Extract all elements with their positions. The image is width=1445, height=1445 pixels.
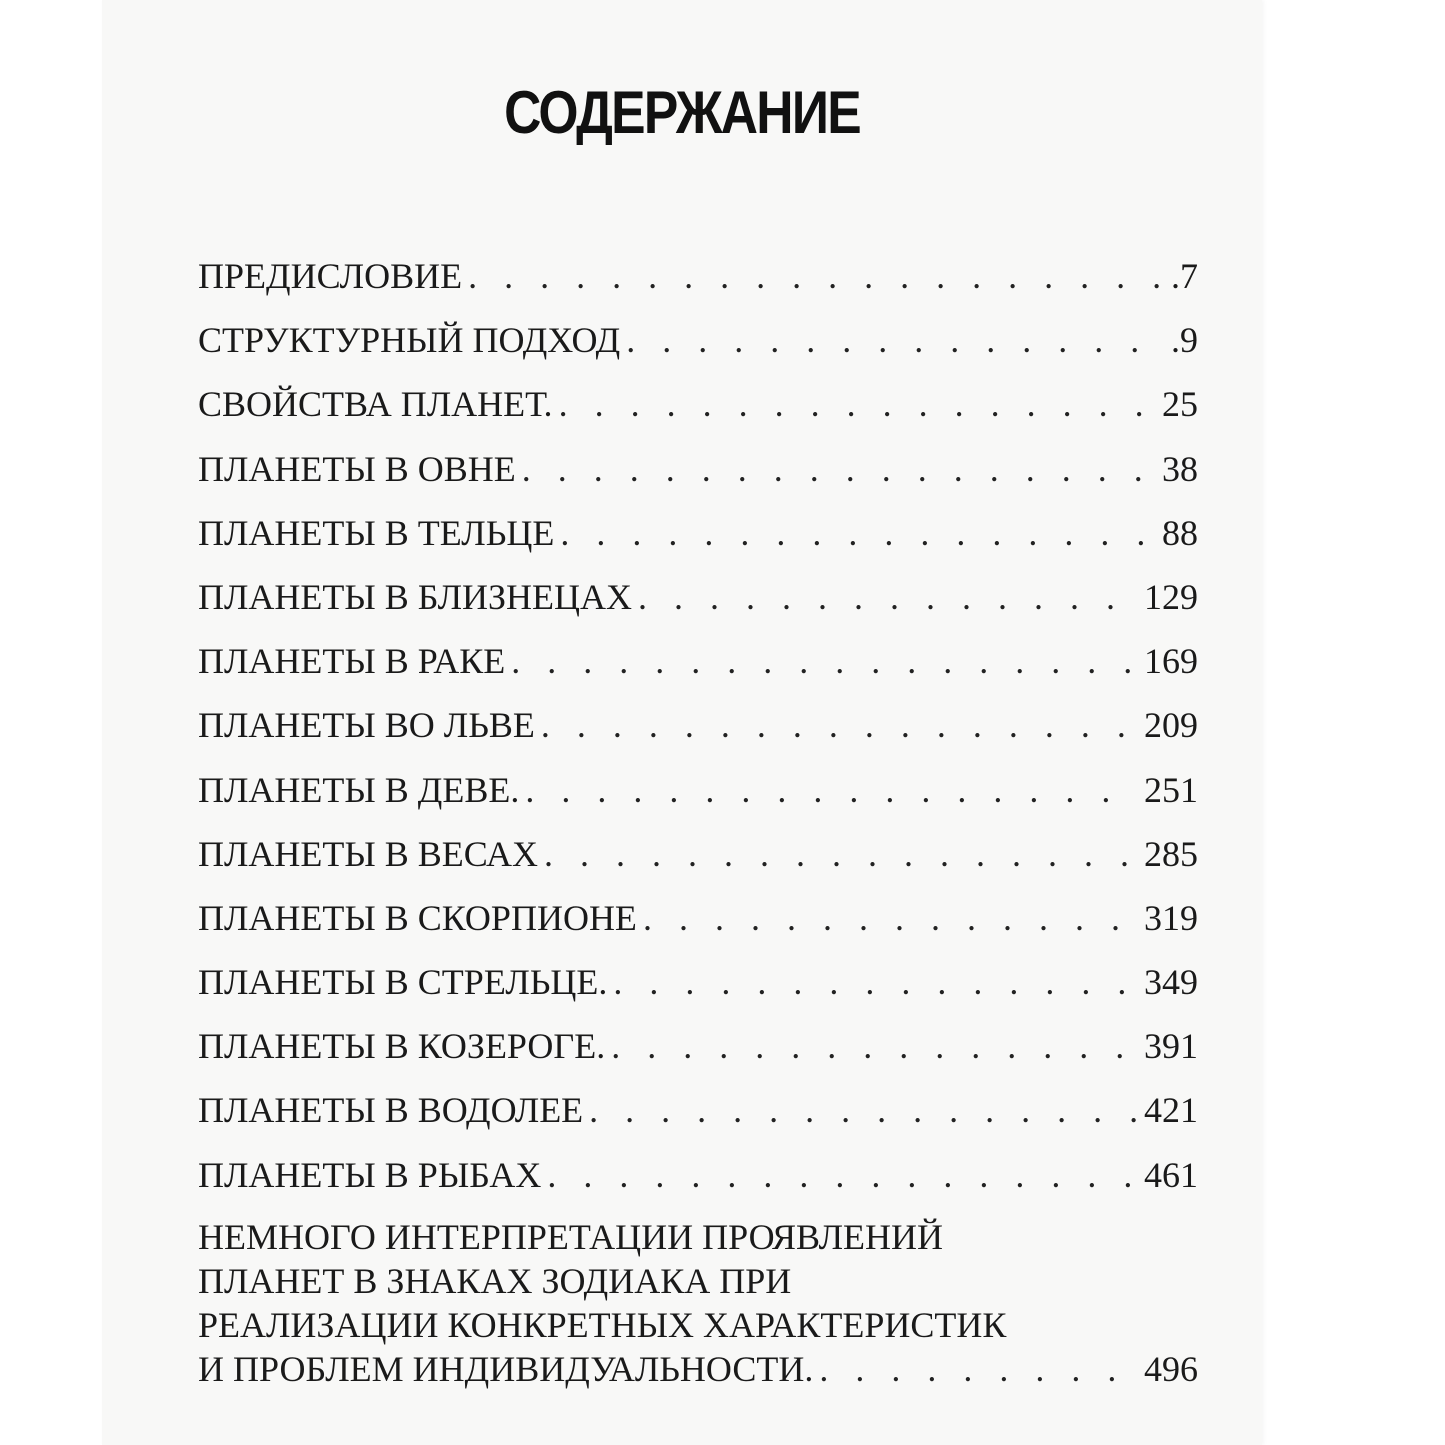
- toc-entry: [198, 437, 1198, 501]
- book-page: [102, 0, 1262, 1445]
- dot-leader: [626, 308, 1165, 372]
- toc-entry-page: 129: [1144, 576, 1198, 617]
- toc-entry-label: ПЛАНЕТЫ В ТЕЛЬЦЕ: [198, 512, 555, 553]
- toc-entry: [198, 886, 1198, 950]
- toc-entry-page: 421: [1144, 1090, 1198, 1131]
- toc-entry: [198, 758, 1198, 822]
- dot-leader: [525, 758, 1138, 822]
- page-title: СОДЕРЖАНИЕ: [504, 79, 860, 146]
- toc-entry-multiline: [198, 1215, 1198, 1391]
- toc-entry: [198, 693, 1198, 757]
- toc-entry-label: ПРЕДИСЛОВИЕ: [198, 256, 463, 296]
- toc-entry-page: 25: [1162, 384, 1198, 425]
- toc-entry-page: 461: [1144, 1154, 1198, 1195]
- dot-leader: [613, 950, 1138, 1014]
- dot-leader: [541, 693, 1138, 757]
- toc-entry-label-line: И ПРОБЛЕМ ИНДИВИДУАЛЬНОСТИ.: [198, 1348, 814, 1389]
- dot-leader: [511, 629, 1138, 693]
- toc-entry-page: 496: [1144, 1348, 1198, 1389]
- toc-entry: [198, 629, 1198, 693]
- toc-entry-page: 251: [1144, 769, 1198, 810]
- toc-entry-final-line: [198, 1347, 1198, 1391]
- toc-entry: [198, 950, 1198, 1014]
- toc-entry-label: СТРУКТУРНЫЙ ПОДХОД: [198, 320, 621, 361]
- toc-entry-page: 38: [1162, 448, 1198, 489]
- dot-leader: [638, 565, 1138, 629]
- toc-entry: [198, 308, 1198, 372]
- dot-leader: [547, 1143, 1138, 1207]
- toc-entry-label: ПЛАНЕТЫ В ВЕСАХ: [198, 833, 539, 874]
- toc-entry: [198, 1078, 1198, 1142]
- toc-entry-label: ПЛАНЕТЫ В СКОРПИОНЕ: [198, 897, 637, 938]
- dot-leader: [522, 437, 1156, 501]
- toc-entry: [198, 372, 1198, 436]
- toc-entry-label: ПЛАНЕТЫ В ОВНЕ: [198, 448, 516, 489]
- toc-entry: [198, 822, 1198, 886]
- dot-leader: [544, 822, 1138, 886]
- toc-entry-label-line: ПЛАНЕТ В ЗНАКАХ ЗОДИАКА ПРИ: [198, 1260, 792, 1301]
- toc-entry: [198, 501, 1198, 565]
- toc-entry-label-line: РЕАЛИЗАЦИИ КОНКРЕТНЫХ ХАРАКТЕРИСТИК: [198, 1304, 1007, 1345]
- toc-entry-page: 88: [1162, 512, 1198, 553]
- toc-entry-page: 169: [1144, 641, 1198, 682]
- toc-entry-label: ПЛАНЕТЫ В РЫБАХ: [198, 1154, 542, 1195]
- toc-entry-label-line: НЕМНОГО ИНТЕРПРЕТАЦИИ ПРОЯВЛЕНИЙ: [198, 1216, 944, 1257]
- table-of-contents: [198, 244, 1198, 1391]
- toc-entry-label: ПЛАНЕТЫ В РАКЕ: [198, 641, 506, 682]
- toc-entry-label: ПЛАНЕТЫ В БЛИЗНЕЦАХ: [198, 576, 633, 617]
- toc-entry-page: 349: [1144, 962, 1198, 1003]
- toc-entry-label: СВОЙСТВА ПЛАНЕТ.: [198, 384, 553, 425]
- dot-leader: [643, 886, 1138, 950]
- toc-entry: [198, 1014, 1198, 1078]
- toc-entry-page: .9: [1171, 320, 1198, 361]
- toc-entry-label: ПЛАНЕТЫ В СТРЕЛЬЦЕ.: [198, 962, 608, 1003]
- toc-entry: [198, 1143, 1198, 1207]
- dot-leader: [819, 1347, 1138, 1391]
- dot-leader: [589, 1078, 1138, 1142]
- dot-leader: [560, 501, 1156, 565]
- toc-entry-page: 391: [1144, 1026, 1198, 1067]
- toc-entry: [198, 244, 1198, 308]
- toc-entry-label: ПЛАНЕТЫ В КОЗЕРОГЕ.: [198, 1026, 606, 1067]
- toc-entry-label: ПЛАНЕТЫ В ДЕВЕ.: [198, 769, 520, 810]
- toc-entry-label: ПЛАНЕТЫ ВО ЛЬВЕ: [198, 705, 535, 746]
- dot-leader: [559, 372, 1156, 436]
- toc-entry-page: 285: [1144, 833, 1198, 874]
- dot-leader: [468, 244, 1165, 308]
- toc-entry-page: 209: [1144, 705, 1198, 746]
- toc-entry-page: 319: [1144, 897, 1198, 938]
- dot-leader: [611, 1014, 1138, 1078]
- toc-entry: [198, 565, 1198, 629]
- toc-entry-label: ПЛАНЕТЫ В ВОДОЛЕЕ: [198, 1090, 584, 1131]
- toc-entry-page: .7: [1171, 256, 1198, 296]
